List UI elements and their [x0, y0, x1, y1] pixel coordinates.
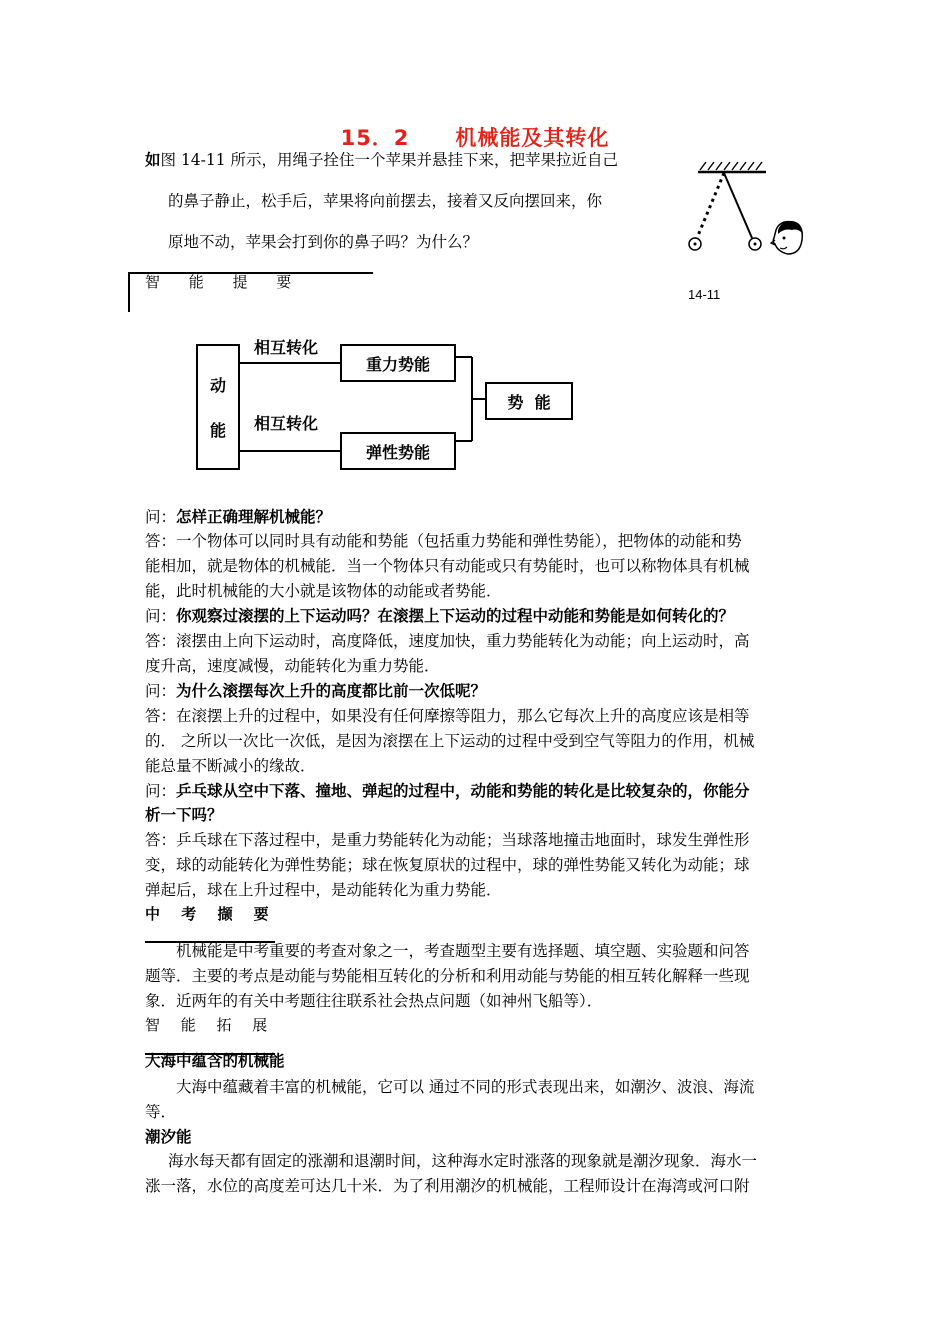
- convert-label-top: 相互转化: [254, 338, 319, 357]
- question-4-line-2: 析一下吗？: [145, 806, 223, 824]
- head-icon: [771, 221, 803, 254]
- ocean-line-2: 等．: [145, 1103, 177, 1121]
- intro-line-1: 如图 14-11 所示，用绳子拴住一个苹果并悬挂下来，把苹果拉近自己: [145, 151, 619, 169]
- concept-diagram: [190, 335, 590, 480]
- answer-4-line-1: 答：乒乓球在下落过程中，是重力势能转化为动能；当球落地撞击地面时，球发生弹性形: [145, 831, 750, 849]
- answer-1-line-3: 能，此时机械能的大小就是该物体的动能或者势能．: [145, 582, 502, 600]
- section-number: 15．2: [340, 126, 410, 150]
- intro-line-2: 的鼻子静止，松手后，苹果将向前摆去，接着又反向摆回来，你: [168, 192, 603, 210]
- question-3: 问：为什么滚摆每次上升的高度都比前一次低呢？: [145, 682, 487, 700]
- kinetic-energy-box: 动 能: [196, 344, 240, 470]
- elastic-potential-box: 弹性势能: [340, 432, 456, 470]
- tide-heading: 潮汐能: [145, 1128, 192, 1146]
- ocean-heading: 大海中蕴含的机械能: [145, 1052, 285, 1070]
- question-4: 问：乒乓球从空中下落、撞地、弹起的过程中，动能和势能的转化是比较复杂的，你能分: [145, 782, 750, 800]
- intro-line-3: 原地不动，苹果会打到你的鼻子吗？为什么？: [168, 233, 479, 251]
- title-text: 机械能及其转化: [455, 126, 610, 150]
- exam-line-3: 象．近两年的有关中考题往往联系社会热点问题（如神州飞船等）．: [145, 992, 603, 1010]
- tide-line-1: 海水每天都有固定的涨潮和退潮时间，这种海水定时涨落的现象就是潮汐现象．海水一: [168, 1152, 758, 1170]
- exam-line-1: 机械能是中考重要的考查对象之一，考查题型主要有选择题、填空题、实验题和问答: [176, 942, 750, 960]
- answer-2-line-2: 度升高，速度减慢，动能转化为重力势能．: [145, 657, 440, 675]
- section-extend: 智 能 拓 展: [145, 1016, 276, 1034]
- answer-1-line-2: 能相加，就是物体的机械能．当一个物体只有动能或只有势能时，也可以称物体具有机械: [145, 557, 750, 575]
- ocean-line-1: 大海中蕴藏着丰富的机械能，它可以 通过不同的形式表现出来，如潮汐、波浪、海流: [176, 1078, 755, 1096]
- section-exam: 中 考 撷 要: [145, 905, 277, 923]
- answer-4-line-2: 变，球的动能转化为弹性势能；球在恢复原状的过程中，球的弹性势能又转化为动能；球: [145, 856, 750, 874]
- answer-3-line-3: 能总量不断减小的缘故．: [145, 757, 316, 775]
- answer-3-line-2: 的． 之所以一次比一次低，是因为滚摆在上下运动的过程中受到空气等阻力的作用，机械: [145, 732, 755, 750]
- tide-line-2: 涨一落，水位的高度差可达几十米．为了利用潮汐的机械能，工程师设计在海湾或河口附: [145, 1177, 750, 1195]
- section-tips: 智 能 提 要: [145, 273, 304, 291]
- figure-caption: 14-11: [688, 287, 721, 302]
- section-rule-vertical: [128, 272, 130, 312]
- exam-line-2: 题等．主要的考点是动能与势能相互转化的分析和利用动能与势能的相互转化解释一些现: [145, 967, 750, 985]
- pendulum-figure: [680, 150, 810, 270]
- gravity-potential-box: 重力势能: [340, 344, 456, 382]
- convert-label-bottom: 相互转化: [254, 414, 319, 433]
- answer-3-line-1: 答：在滚摆上升的过程中，如果没有任何摩擦等阻力，那么它每次上升的高度应该是相等: [145, 707, 750, 725]
- answer-2-line-1: 答：滚摆由上向下运动时，高度降低，速度加快，重力势能转化为动能；向上运动时，高: [145, 632, 750, 650]
- question-2: 问：你观察过滚摆的上下运动吗？在滚摆上下运动的过程中动能和势能是如何转化的？: [145, 607, 735, 625]
- answer-4-line-3: 弹起后，球在上升过程中，是动能转化为重力势能．: [145, 881, 502, 899]
- question-1: 问：怎样正确理解机械能？: [145, 508, 332, 526]
- answer-1-line-1: 答：一个物体可以同时具有动能和势能（包括重力势能和弹性势能），把物体的动能和势: [145, 532, 742, 550]
- potential-energy-box: 势 能: [485, 382, 573, 420]
